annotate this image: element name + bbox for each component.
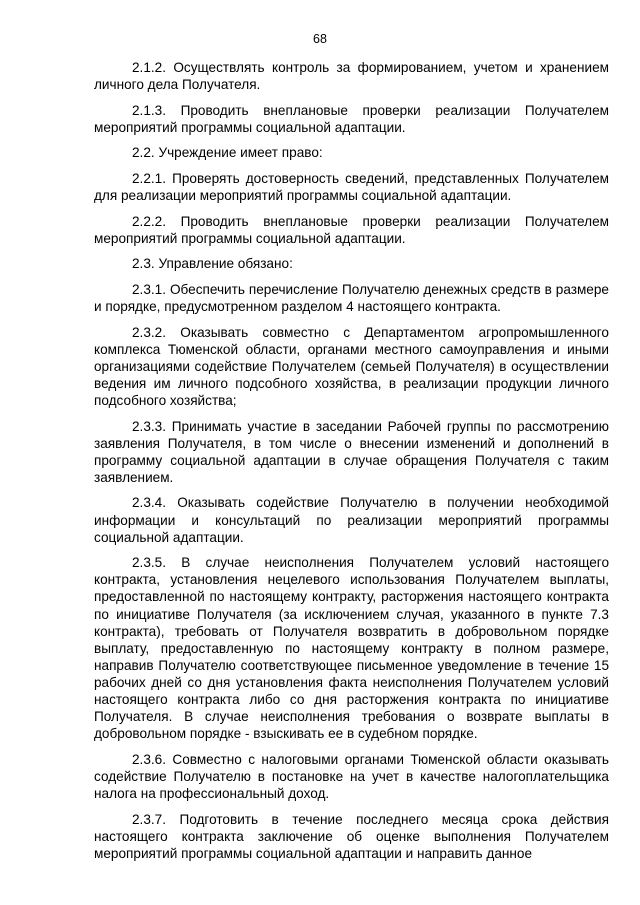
paragraph-2-3-5: 2.3.5. В случае неисполнения Получателем условий настоящего контракта, установления нецелевого использования Получателем выплаты, предоставленной по настоящему контракту, расторжения настоящего контракта по инициативе Получателя (за исключением случая, указанного в пункте 7.3 контракта), требовать от Получателя возвратить в добровольном порядке выплату, предоставленную по настоящему контракту в полном размере, направив Получателю соответствующее письменное уведомление в течение 15 рабочих дней со дня установления факта неисполнения Получателем условий настоящего контракта либо со дня расторжения контракта по инициативе Получателя. В случае неисполнения требования о возврате выплаты в добровольном порядке - взыскивать ее в судебном порядке. xyxy=(94,555,609,742)
paragraph-2-2-1: 2.2.1. Проверять достоверность сведений, представленных Получателем для реализации мероприятий программы социальной адаптации. xyxy=(94,170,609,204)
paragraph-2-3: 2.3. Управление обязано: xyxy=(132,256,293,272)
paragraph-2-2-2: 2.2.2. Проводить внеплановые проверки реализации Получателем мероприятий программы социальной адаптации. xyxy=(94,213,609,246)
paragraph-2-1-3: 2.1.3. Проводить внеплановые проверки реализации Получателем мероприятий программы социальной адаптации. xyxy=(94,102,609,135)
paragraph-2-2: 2.2. Учреждение имеет право: xyxy=(132,145,323,161)
paragraph-2-3-6: 2.3.6. Совместно с налоговыми органами Тюменской области оказывать содействие Получателю в постановке на учет в качестве налогоплательщика налога на профессиональный доход. xyxy=(94,751,609,801)
paragraph-2-3-1: 2.3.1. Обеспечить перечисление Получателю денежных средств в размере и порядке, предусмотренном разделом 4 настоящего контракта. xyxy=(94,281,609,315)
paragraph-2-3-3: 2.3.3. Принимать участие в заседании Рабочей группы по рассмотрению заявления Получателя, в том числе о внесении изменений и дополнений в программу социальной адаптации в случае обращения Получателя с таким заявлением. xyxy=(94,418,609,485)
page-number: 68 xyxy=(313,32,327,46)
page-content xyxy=(94,0,609,862)
paragraph-2-3-4: 2.3.4. Оказывать содействие Получателю в получении необходимой информации и консультаций по реализации мероприятий программы социальной адаптации. xyxy=(94,495,609,545)
paragraph-2-1-2: 2.1.2. Осуществлять контроль за формированием, учетом и хранением личного дела Получателя. xyxy=(94,60,609,93)
paragraph-2-3-7: 2.3.7. Подготовить в течение последнего месяца срока действия настоящего контракта заключение об оценке выполнения Получателем мероприятий программы социальной адаптации и направить данное xyxy=(94,811,609,861)
paragraph-2-3-2: 2.3.2. Оказывать совместно с Департаментом агропромышленного комплекса Тюменской области, органами местного самоуправления и иными организациями содействие Получателем (семьей Получателя) в осуществлении ведения им личного подсобного хозяйства, в реализации продукции личного подсобного хозяйства; xyxy=(94,324,609,408)
